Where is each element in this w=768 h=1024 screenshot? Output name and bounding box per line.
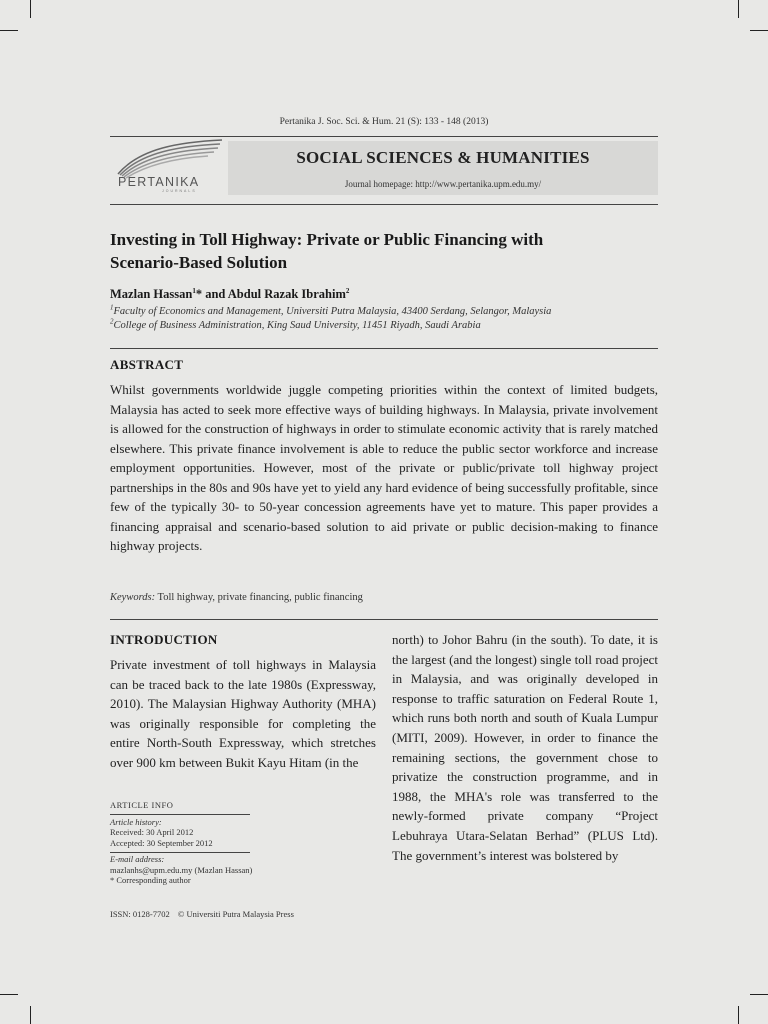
crop-mark bbox=[750, 994, 768, 995]
header-rule-top bbox=[110, 136, 658, 137]
accepted-date: Accepted: 30 September 2012 bbox=[110, 837, 213, 848]
keywords-text: Toll highway, private financing, public financing bbox=[157, 592, 363, 603]
affiliation-mark: 2 bbox=[110, 317, 114, 326]
author-join: and bbox=[202, 287, 228, 301]
article-info-rule bbox=[110, 814, 250, 815]
affiliation-2 bbox=[110, 317, 481, 331]
abstract-rule-top bbox=[110, 348, 658, 349]
footer bbox=[110, 909, 294, 920]
author-name: Mazlan Hassan bbox=[110, 287, 193, 301]
article-info-rule bbox=[110, 852, 250, 853]
article-info bbox=[110, 800, 253, 886]
article-history-label: Article history: bbox=[110, 816, 162, 827]
logo-subtext: JOURNALS bbox=[162, 189, 197, 193]
crop-mark bbox=[738, 1006, 739, 1024]
crop-mark bbox=[30, 1006, 31, 1024]
crop-mark bbox=[30, 0, 31, 18]
crop-mark bbox=[738, 0, 739, 18]
affiliation-text: College of Business Administration, King Saud University, 11451 Riyadh, Saudi Arabia bbox=[113, 320, 481, 331]
corresponding-mark: * bbox=[195, 287, 203, 301]
crop-mark bbox=[0, 30, 18, 31]
keywords-label: Keywords: bbox=[110, 592, 156, 603]
journal-citation: Pertanika J. Soc. Sci. & Hum. 21 (S): 133 - 148 (2013) bbox=[279, 117, 489, 127]
journal-title: SOCIAL SCIENCES & HUMANITIES bbox=[296, 148, 590, 167]
email-label: E-mail address: bbox=[110, 854, 165, 864]
authors bbox=[110, 287, 349, 302]
keywords bbox=[110, 592, 363, 603]
logo-text: PERTANIKA bbox=[118, 175, 200, 189]
received-date: Received: 30 April 2012 bbox=[110, 827, 194, 837]
article-title bbox=[110, 228, 660, 274]
journal-homepage: Journal homepage: http://www.pertanika.upm.edu.my/ bbox=[344, 179, 542, 189]
crop-mark bbox=[0, 994, 18, 995]
keywords-rule bbox=[110, 619, 658, 620]
introduction-left-column: Private investment of toll highways in Malaysia can be traced back to the late 1980s (Expressway, 2010). The Malaysian Highway Authority (MHA) was originally responsible for completing the entire North-South Expressway, which stretches over 900 km between Bukit Kayu Hitam (in the bbox=[110, 657, 376, 770]
article-title-line: Scenario-Based Solution bbox=[110, 253, 288, 272]
article-info-heading: ARTICLE INFO bbox=[110, 800, 174, 810]
corresponding-author: * Corresponding author bbox=[110, 875, 191, 885]
author-affiliation-mark: 1 bbox=[192, 286, 196, 295]
crop-mark bbox=[750, 30, 768, 31]
author-affiliation-mark: 2 bbox=[345, 286, 350, 295]
copyright: © Universiti Putra Malaysia Press bbox=[177, 909, 294, 919]
abstract-text: Whilst governments worldwide juggle competing priorities within the context of limited budgets, Malaysia has acted to seek more effective ways of building highways. In Malaysia, private involvement is allowed for the construction of highways in order to stimulate economic activity that is rarely matched elsewhere. This private finance involvement is able to reduce the public sector workforce and increase employment opportunities. However, most of the private or public/private toll highway project partnerships in the 80s and 90s have yet to yield any hard evidence of being successfully profitable, since few of the typically 30- to 50-year concession agreements have yet to mature. This paper provides a financing appraisal and scenario-based solution to aid private or public decision-making to finance highway projects. bbox=[110, 382, 659, 553]
abstract-heading: ABSTRACT bbox=[110, 357, 184, 372]
pertanika-logo bbox=[110, 138, 225, 193]
affiliation-text: Faculty of Economics and Management, Universiti Putra Malaysia, 43400 Serdang, Selangor, Malaysia bbox=[113, 306, 552, 317]
introduction-heading: INTRODUCTION bbox=[110, 632, 218, 647]
affiliation-1 bbox=[110, 303, 552, 317]
article-title-line: Investing in Toll Highway: Private or Public Financing with bbox=[110, 230, 544, 249]
introduction-right-column: north) to Johor Bahru (in the south). To date, it is the largest (and the longest) single toll road project in Malaysia, and was originally developed in response to traffic saturation on Federal Route 1, which runs both north and south of Kuala Lumpur (MITI, 2009). However, in order to finance the remaining sections, the government chose to privatize the construction programme, and in 1988, the MHA's role was transferred to the newly-formed private company “Project Lebuhraya Utara-Selatan Berhad” (PLUS Ltd). The government’s interest was bolstered by bbox=[392, 632, 658, 863]
affiliation-mark: 1 bbox=[110, 303, 114, 312]
author-name: Abdul Razak Ibrahim bbox=[227, 287, 346, 301]
email-address: mazlanhs@upm.edu.my (Mazlan Hassan) bbox=[110, 864, 253, 875]
header-rule-bottom bbox=[110, 204, 658, 205]
issn: ISSN: 0128-7702 bbox=[110, 909, 170, 919]
